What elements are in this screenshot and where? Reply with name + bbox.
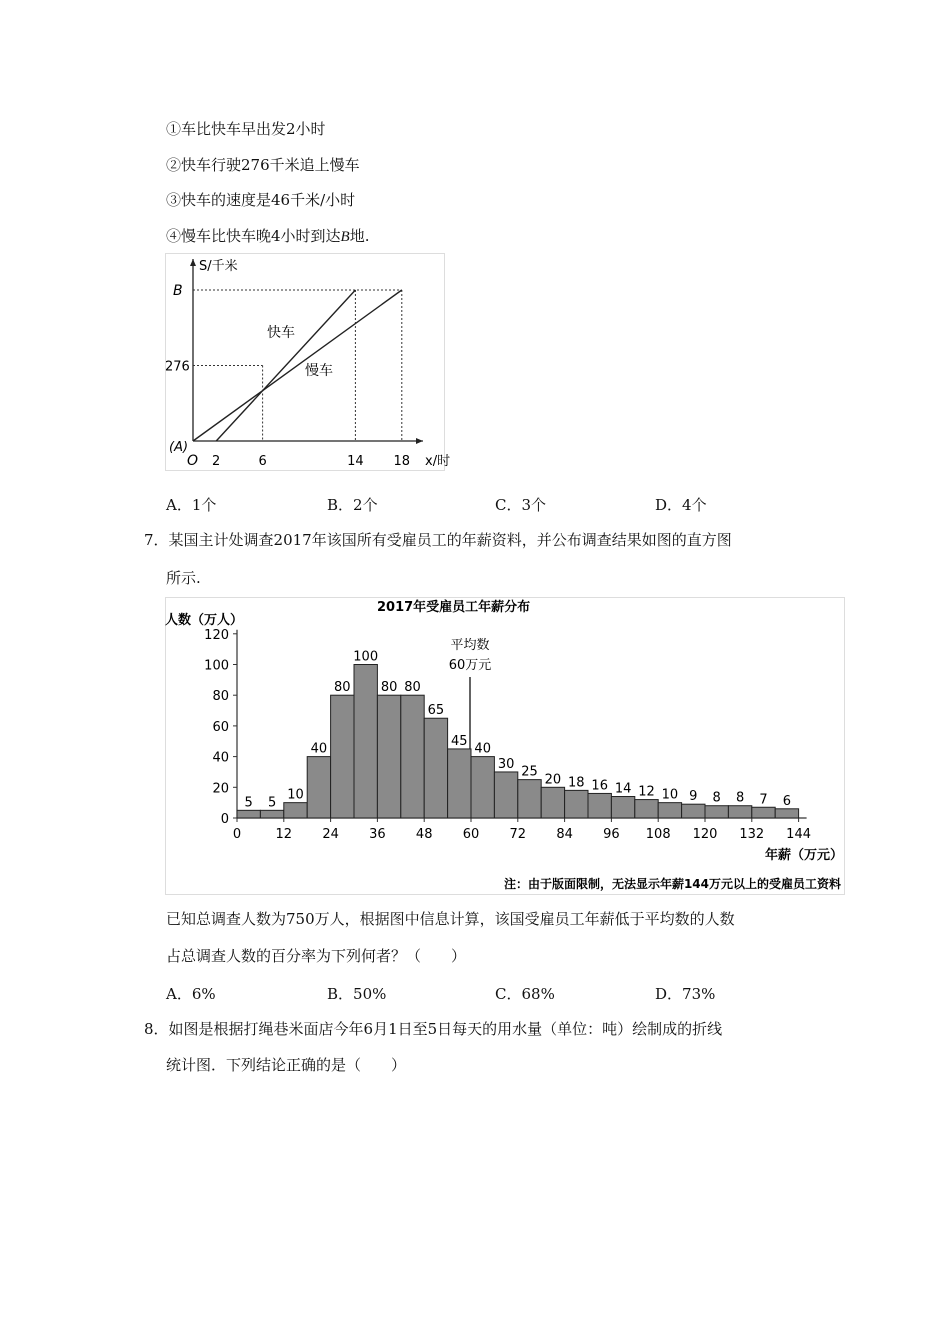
bar-value-label: 16 [591,778,608,794]
histogram-x-label: 年薪（万元） [764,848,843,863]
histogram-bar [448,749,471,818]
bar-value-label: 5 [244,795,253,811]
y-tick-label: 20 [212,781,229,797]
q6-statement-3: ③快车的速度是46千米/小时 [166,191,356,209]
fast-car-label: 快车 [267,325,295,341]
histogram-bar [705,806,728,818]
histogram-bar [237,810,260,818]
histogram-bar [424,718,447,818]
histogram-bar [307,757,330,818]
q8-question [144,1019,722,1039]
bar-value-label: 9 [689,789,698,805]
q6-statement-4-text: ④慢车比快车晚4小时到达 [166,227,341,245]
bar-value-label: 80 [380,680,398,696]
x-tick-label: 14 [347,454,364,469]
bar-value-label: 80 [404,680,421,696]
x-tick-label: 48 [415,827,433,842]
mean-label-line2: 60万元 [448,658,492,673]
histogram-bar [401,695,424,818]
histogram-note: 注：由于版面限制，无法显示年薪144万元以上的受雇员工资料 [503,877,841,891]
q7-option-b[interactable]: B．50% [327,985,387,1003]
histogram-bar [284,803,307,818]
bar-value-label: 25 [521,764,538,780]
x-tick-label: 36 [369,827,386,842]
q7-text-line4: 占总调查人数的百分率为下列何者？（ ） [166,947,467,965]
bar-value-label: 18 [568,775,585,791]
y-tick-label: 40 [212,750,229,766]
bar-value-label: 12 [638,784,655,800]
histogram-bar [494,772,517,818]
histogram-bar [518,780,541,818]
q6-statement-4 [166,226,370,247]
q6-statement-4-var: B [340,229,350,245]
origin-label: O [187,453,199,469]
x-tick-label: 12 [275,827,293,842]
bar-value-label: 8 [735,790,745,806]
bar-value-label: 40 [310,741,328,757]
histogram-y-label: 人数（万人） [165,613,244,628]
slow-car-label: 慢车 [305,363,333,379]
q6-option-d[interactable]: D．4个 [655,496,707,514]
x-tick-label: 84 [556,827,573,842]
bar-value-label: 20 [544,772,562,788]
histogram-bar [260,810,283,818]
q7-text-line3: 已知总调查人数为750万人，根据图中信息计算，该国受雇员工年薪低于平均数的人数 [166,910,735,928]
y-tick-label: 120 [204,627,229,643]
histogram-bar [728,806,751,818]
x-axis-arrow [416,438,423,444]
histogram-bar [611,797,634,818]
y-tick-label: 80 [212,689,229,705]
q6-option-c[interactable]: C．3个 [495,496,547,514]
x-tick-label: 72 [509,827,527,842]
bar-value-label: 100 [353,649,379,665]
x-tick-label: 2 [212,454,221,469]
q8-text-line2: 统计图．下列结论正确的是（ ） [166,1056,407,1074]
histogram-bar [658,803,681,818]
x-tick-label: 120 [692,827,718,842]
x-tick-label: 60 [462,827,480,842]
mean-label-line1: 平均数 [450,638,490,653]
bar-value-label: 10 [661,787,679,803]
q7-text-line1: 某国主计处调查2017年该国所有受雇员工的年薪资料，并公布调查结果如图的直方图 [168,531,732,549]
histogram-bar [331,695,354,818]
y-axis-arrow [190,259,196,266]
q6-statement-2: ②快车行驶276千米追上慢车 [166,156,360,174]
chart1-frame [166,254,445,471]
q8-text-line1: 如图是根据打绳巷米面店今年6月1日至5日每天的用水量（单位：吨）绘制成的折线 [168,1020,723,1038]
histogram-bar [565,790,588,818]
histogram-bar [775,809,798,818]
histogram-bar [635,800,658,818]
q6-statement-4-end: 地. [349,227,370,245]
bar-value-label: 30 [497,756,515,772]
q7-option-c[interactable]: C．68% [495,985,555,1003]
histogram-bar [752,807,775,818]
distance-time-chart [165,253,451,471]
bar-value-label: 80 [334,680,351,696]
histogram-bar [682,804,705,818]
q8-number: 8． [144,1020,169,1038]
histogram-bar [354,665,377,819]
y-tick-label: 100 [204,658,229,674]
x-tick-label: 0 [232,827,242,842]
y-tick-label: 60 [212,719,229,735]
q7-number: 7． [144,531,169,549]
histogram-bar [541,787,564,818]
bar-value-label: 40 [474,741,491,757]
q6-statement-1: ①车比快车早出发2小时 [166,120,326,138]
bar-value-label: 14 [614,781,632,797]
x-tick-label: 144 [786,827,812,842]
q7-option-d[interactable]: D．73% [655,985,716,1003]
histogram-bar [471,757,494,818]
bar-value-label: 7 [759,792,768,808]
q7-text-line2: 所示. [166,569,201,587]
x-tick-label: 6 [258,454,267,469]
q6-option-b[interactable]: B．2个 [327,496,378,514]
x-tick-label: 96 [603,827,620,842]
bar-value-label: 6 [782,793,792,809]
histogram-bar [588,793,611,818]
chart2-frame [166,598,845,895]
b-label: B [173,283,183,299]
q7-option-a[interactable]: A．6% [166,985,216,1003]
bar-value-label: 65 [427,703,445,719]
q7-question [144,530,732,550]
y-276-label: 276 [165,359,190,375]
bar-value-label: 8 [712,790,721,806]
y-tick-label: 0 [220,812,229,827]
x-tick-label: 24 [322,827,339,842]
x-axis-label: x/时 [425,454,451,469]
bar-value-label: 10 [287,787,304,803]
bar-value-label: 45 [451,733,468,749]
salary-histogram [165,597,845,895]
x-tick-label: 132 [739,827,765,842]
y-axis-label: S/千米 [199,259,238,274]
histogram-bar [377,695,400,818]
bar-value-label: 5 [267,795,277,811]
q6-option-a[interactable]: A．1个 [166,496,217,514]
x-tick-label: 108 [645,827,671,842]
x-tick-label: 18 [393,454,411,469]
histogram-title: 2017年受雇员工年薪分布 [377,600,531,615]
origin-a-label: (A) [169,440,189,455]
slow-car-line [193,290,402,441]
